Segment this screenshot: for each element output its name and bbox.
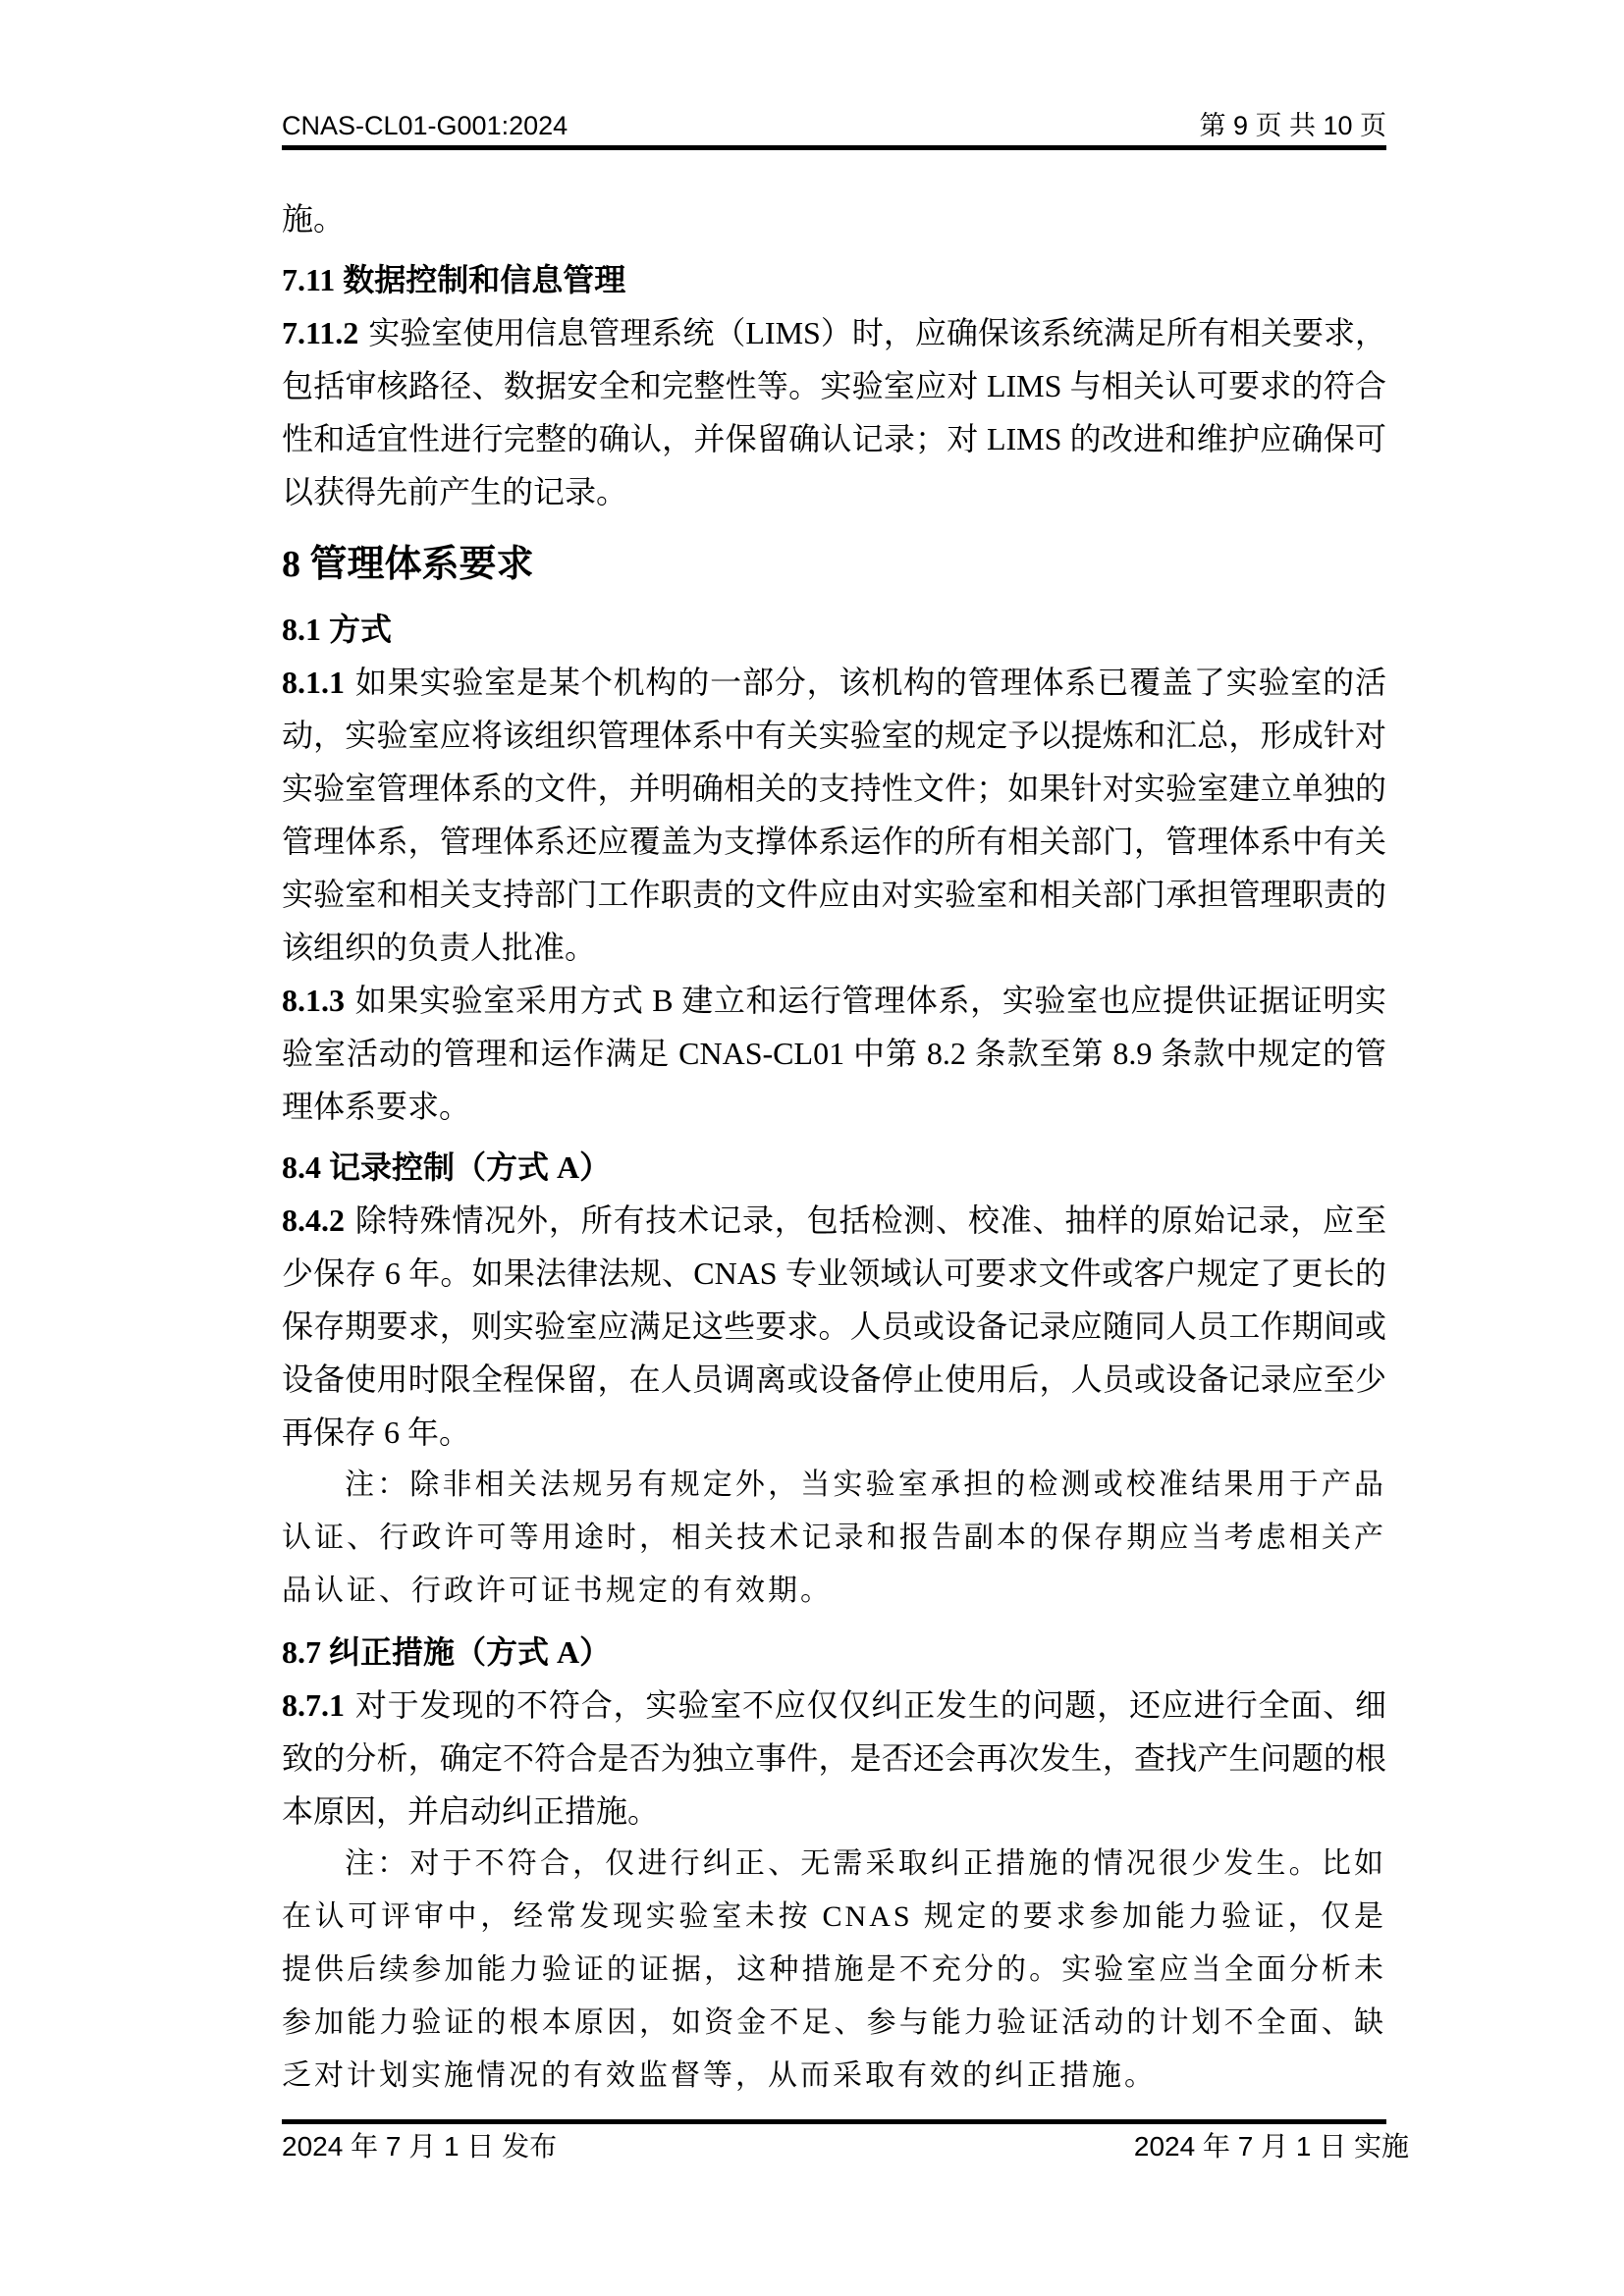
footer-rule bbox=[282, 2119, 1386, 2124]
clause-text: 对于发现的不符合，实验室不应仅仅纠正发生的问题，还应进行全面、细致的分析，确定不符合是否为独立事件，是否还会再次发生，查找产生问题的根本原因，并启动纠正措施。 bbox=[282, 1687, 1386, 1829]
section-heading: 8.7 纠正措施（方式 A） bbox=[282, 1634, 612, 1670]
page-footer bbox=[282, 2130, 1409, 2163]
clause-text: 实验室使用信息管理系统（LIMS）时，应确保该系统满足所有相关要求，包括审核路径、数据安全和完整性等。实验室应对 LIMS 与相关认可要求的符合性和适宜性进行完整的确认，并保留确认记录；对 LIMS 的改进和维护应确保可以获得先前产生的记录。 bbox=[282, 315, 1386, 509]
note-paragraph: 注：除非相关法规另有规定外，当实验室承担的检测或校准结果用于产品认证、行政许可等用途时，相关技术记录和报告副本的保存期应当考虑相关产品认证、行政许可证书规定的有效期。 bbox=[282, 1468, 1386, 1607]
clause-number: 8.1.3 bbox=[282, 983, 345, 1018]
body-paragraph: 施。 bbox=[282, 201, 346, 237]
clause-paragraph bbox=[282, 974, 1386, 1133]
clause-paragraph bbox=[282, 1194, 1386, 1459]
section-heading: 7.11 数据控制和信息管理 bbox=[282, 262, 626, 297]
clause-number: 8.4.2 bbox=[282, 1202, 345, 1238]
clause-text: 如果实验室是某个机构的一部分，该机构的管理体系已覆盖了实验室的活动，实验室应将该组织管理体系中有关实验室的规定予以提炼和汇总，形成针对实验室管理体系的文件，并明确相关的支持性文件；如果针对实验室建立单独的管理体系，管理体系还应覆盖为支撑体系运作的所有相关部门，管理体系中有关实验室和相关支持部门工作职责的文件应由对实验室和相关部门承担管理职责的该组织的负责人批准。 bbox=[282, 665, 1386, 965]
clause-number: 7.11.2 bbox=[282, 315, 359, 350]
page-number-info: 第 9 页 共 10 页 bbox=[1199, 111, 1386, 140]
clause-paragraph bbox=[282, 1679, 1386, 1838]
clause-number: 8.7.1 bbox=[282, 1687, 345, 1723]
clause-paragraph bbox=[282, 656, 1386, 974]
clause-number: 8.1.1 bbox=[282, 665, 345, 700]
note-paragraph: 注：对于不符合，仅进行纠正、无需采取纠正措施的情况很少发生。比如在认可评审中，经常发现实验室未按 CNAS 规定的要求参加能力验证，仅是提供后续参加能力验证的证据，这种措施是不充分的。实验室应当全面分析未参加能力验证的根本原因，如资金不足、参与能力验证活动的计划不全面、缺乏对计划实施情况的有效监督等，从而采取有效的纠正措施。 bbox=[282, 1847, 1386, 2092]
clause-text: 如果实验室采用方式 B 建立和运行管理体系，实验室也应提供证据证明实验室活动的管理和运作满足 CNAS-CL01 中第 8.2 条款至第 8.9 条款中规定的管理体系要求。 bbox=[282, 983, 1386, 1124]
section-heading: 8.1 方式 bbox=[282, 612, 393, 647]
clause-paragraph bbox=[282, 306, 1386, 518]
chapter-heading: 8 管理体系要求 bbox=[282, 544, 534, 585]
clause-text: 除特殊情况外，所有技术记录，包括检测、校准、抽样的原始记录，应至少保存 6 年。如果法律法规、CNAS 专业领域认可要求文件或客户规定了更长的保存期要求，则实验室应满足这些要求。人员或设备记录应随同人员工作期间或设备使用时限全程保留，在人员调离或设备停止使用后，人员或设备记录应至少再保存 6 年。 bbox=[282, 1202, 1386, 1450]
page-header bbox=[282, 110, 1386, 141]
document-body bbox=[282, 192, 1386, 2103]
doc-code: CNAS-CL01-G001:2024 bbox=[282, 111, 568, 140]
issue-date: 2024 年 7 月 1 日 发布 bbox=[282, 2131, 558, 2162]
implementation-date: 2024 年 7 月 1 日 实施 bbox=[1133, 2131, 1409, 2162]
header-rule bbox=[282, 145, 1386, 150]
section-heading: 8.4 记录控制（方式 A） bbox=[282, 1149, 612, 1185]
